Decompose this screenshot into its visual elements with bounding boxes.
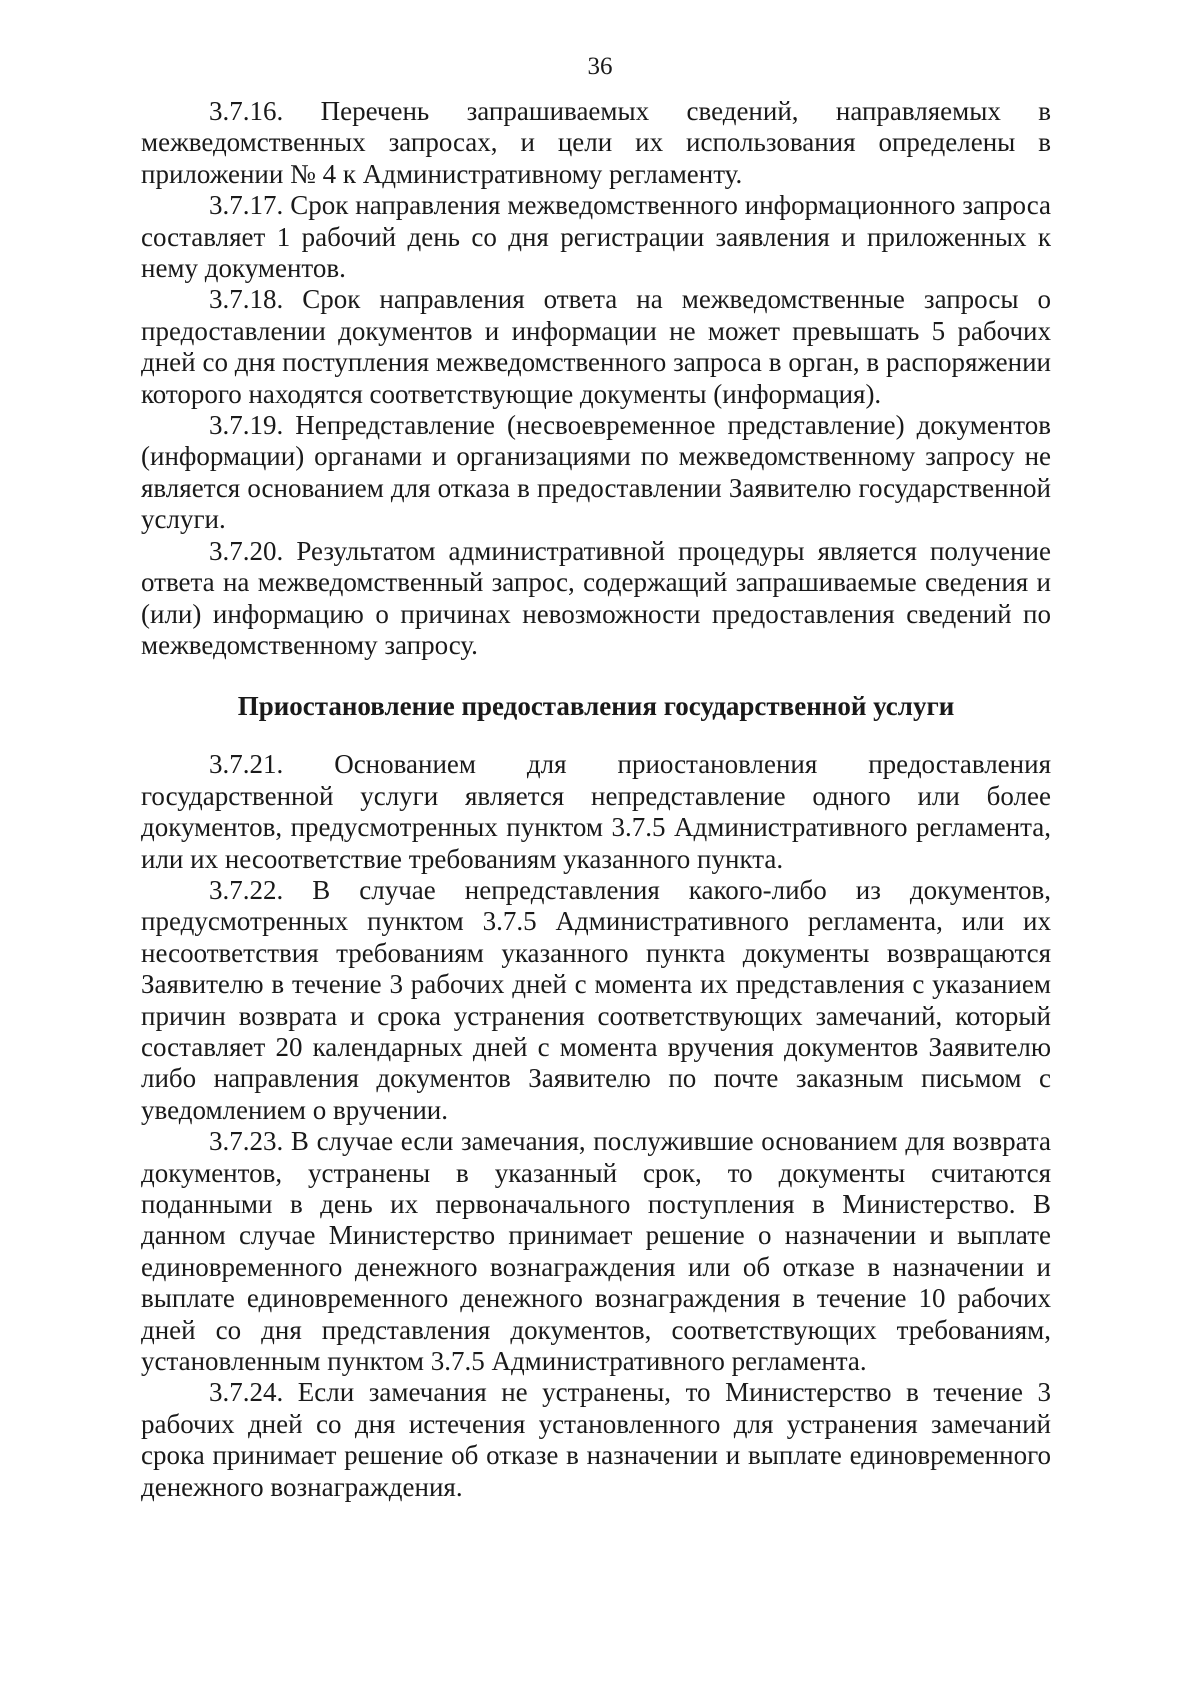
paragraph-3-7-21: 3.7.21. Основанием для приостановления предоставления государственной услуги является непредставление одного или более документов, предусмотренных пунктом 3.7.5 Административного регламента, или их несоответствие требованиям указанного пункта. xyxy=(141,749,1051,874)
paragraph-3-7-19: 3.7.19. Непредставление (несвоевременное представление) документов (информации) органами и организациями по межведомственному запросу не является основанием для отказа в предоставлении Заявителю государственной услуги. xyxy=(141,410,1051,535)
page-number: 36 xyxy=(587,53,613,80)
document-body xyxy=(141,96,1051,1503)
paragraph-3-7-22: 3.7.22. В случае непредставления какого-либо из документов, предусмотренных пунктом 3.7.5 Административного регламента, или их несоответствия требованиям указанного пункта документы возвращаются Заявителю в течение 3 рабочих дней с момента их представления с указанием причин возврата и срока устранения соответствующих замечаний, который составляет 20 календарных дней с момента вручения документов Заявителю либо направления документов Заявителю по почте заказным письмом с уведомлением о вручении. xyxy=(141,874,1051,1125)
paragraph-3-7-24: 3.7.24. Если замечания не устранены, то Министерство в течение 3 рабочих дней со дня истечения установленного для устранения замечаний срока принимает решение об отказе в назначении и выплате единовременного денежного вознаграждения. xyxy=(141,1377,1051,1502)
paragraph-3-7-16: 3.7.16. Перечень запрашиваемых сведений, направляемых в межведомственных запросах, и цели их использования определены в приложении № 4 к Административному регламенту. xyxy=(141,96,1051,189)
paragraph-3-7-20: 3.7.20. Результатом административной процедуры является получение ответа на межведомственный запрос, содержащий запрашиваемые сведения и (или) информацию о причинах невозможности предоставления сведений по межведомственному запросу. xyxy=(141,535,1051,660)
paragraph-3-7-17: 3.7.17. Срок направления межведомственного информационного запроса составляет 1 рабочий день со дня регистрации заявления и приложенных к нему документов. xyxy=(141,190,1051,284)
paragraph-3-7-23: 3.7.23. В случае если замечания, послужившие основанием для возврата документов, устранены в указанный срок, то документы считаются поданными в день их первоначального поступления в Министерство. В данном случае Министерство принимает решение о назначении и выплате единовременного денежного вознаграждения или об отказе в назначении и выплате единовременного денежного вознаграждения в течение 10 рабочих дней со дня представления документов, соответствующих требованиям, установленным пунктом 3.7.5 Административного регламента. xyxy=(141,1126,1051,1377)
paragraph-3-7-18: 3.7.18. Срок направления ответа на межведомственные запросы о предоставлении документов и информации не может превышать 5 рабочих дней со дня поступления межведомственного запроса в орган, в распоряжении которого находятся соответствующие документы (информация). xyxy=(141,284,1051,409)
section-heading: Приостановление предоставления государственной услуги xyxy=(237,691,955,722)
